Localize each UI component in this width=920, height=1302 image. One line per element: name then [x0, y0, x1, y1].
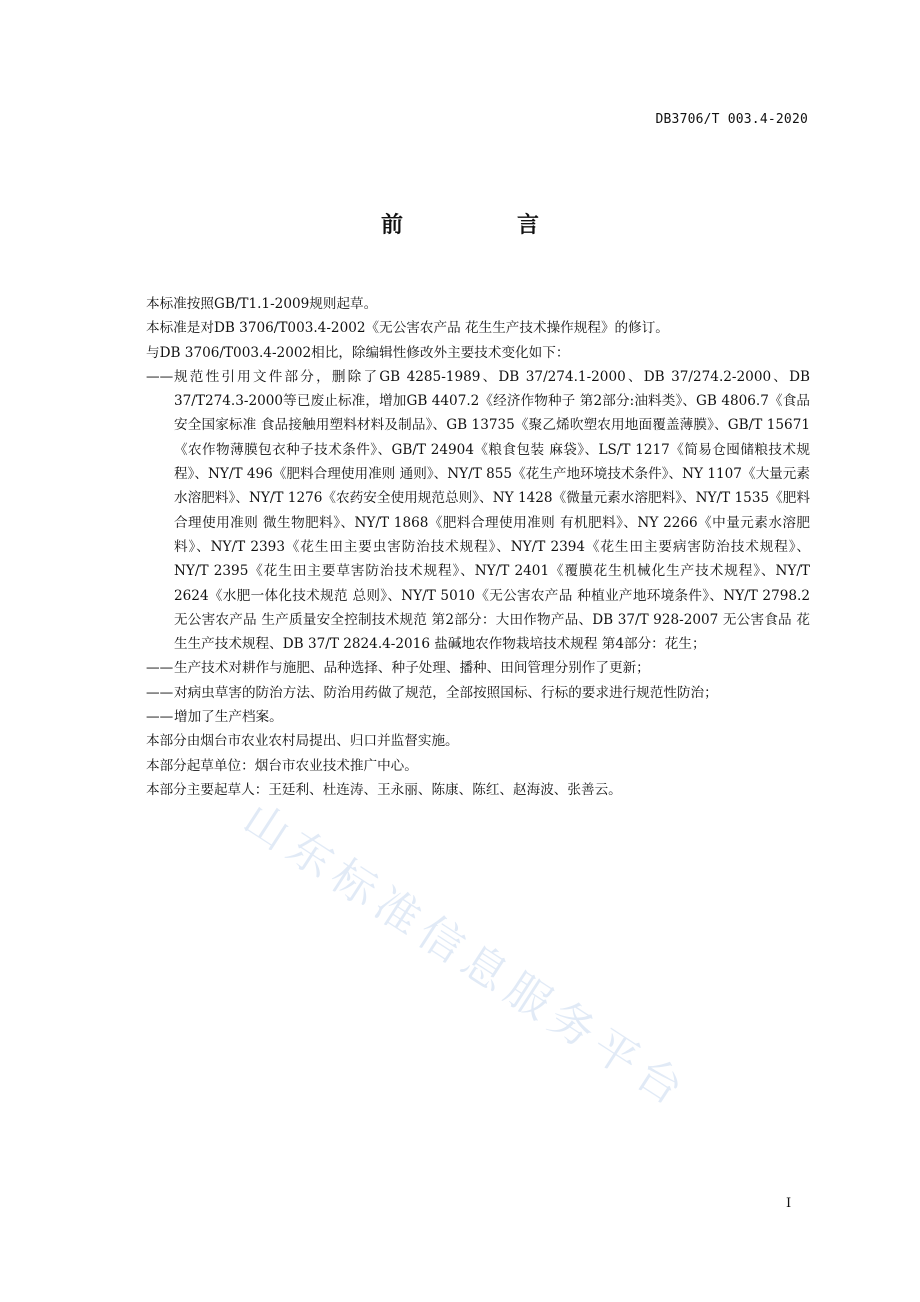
list-dash: —— [146, 709, 174, 726]
drafting-unit-paragraph: 本部分起草单位：烟台市农业技术推广中心。 [146, 757, 418, 774]
change-item-text: 增加了生产档案。 [174, 709, 283, 726]
change-item-production-tech [146, 656, 810, 680]
change-item-text: 规范性引用文件部分，删除了GB 4285-1989、DB 37/274.1-2000、DB 37/274.2-2000、DB 37/T274.3-2000等已废止标准，增加GB 4407.2《经济作物种子 第2部分:油料类》、GB 4806.7《食品安全国家标准 食品接触用塑料材料及制品》、GB 13735《聚乙烯吹塑农用地面覆盖薄膜》、GB/T 15671《农作物薄膜包衣种子技术条件》、GB/T 24904《粮食包装 麻袋》、LS/T 1217《简易仓囤储粮技术规程》、NY/T 496《肥料合理使用准则 通则》、NY/T 855《花生产地环境技术条件》、NY 1107《大量元素水溶肥料》、NY/T 1276《农药安全使用规范总则》、NY 1428《微量元素水溶肥料》、NY/T 1535《肥料合理使用准则 微生物肥料》、NY/T 1868《肥料合理使用准则 有机肥料》、NY 2266《中量元素水溶肥料》、NY/T 2393《花生田主要虫害防治技术规程》、NY/T 2394《花生田主要病害防治技术规程》、NY/T 2395《花生田主要草害防治技术规程》、NY/T 2401《覆膜花生机械化生产技术规程》、NY/T 2624《水肥一体化技术规范 总则》、NY/T 5010《无公害农产品 种植业产地环境条件》、NY/T 2798.2 无公害农产品 生产质量安全控制技术规范 第2部分：大田作物产品、DB 37/T 928-2007 无公害食品 花生生产技术规程、DB 37/T 2824.4-2016 盐碱地农作物栽培技术规程 第4部分：花生； [174, 368, 810, 653]
page-number: I [786, 1196, 792, 1211]
changes-intro-paragraph: 与DB 3706/T003.4-2002相比，除编辑性修改外主要技术变化如下： [146, 344, 570, 361]
list-dash: —— [146, 684, 174, 701]
document-code: DB3706/T 003.4-2020 [655, 112, 808, 127]
change-item-text: 生产技术对耕作与施肥、品种选择、种子处理、播种、田间管理分别作了更新； [174, 660, 650, 677]
change-item-text: 对病虫草害的防治方法、防治用药做了规范，全部按照国标、行标的要求进行规范性防治； [174, 684, 718, 701]
drafters-paragraph: 本部分主要起草人：王廷利、杜连涛、王永丽、陈康、陈红、赵海波、张善云。 [146, 781, 622, 798]
page-title: 前 言 [380, 213, 585, 238]
watermark: 山东标准信息服务平台 [234, 793, 699, 1120]
change-item-references [146, 365, 810, 657]
list-dash: —— [146, 368, 174, 385]
proposer-paragraph: 本部分由烟台市农业农村局提出、归口并监督实施。 [146, 733, 459, 750]
revision-paragraph: 本标准是对DB 3706/T003.4-2002《无公害农产品 花生生产技术操作规程》的修订。 [146, 320, 669, 337]
change-item-records [146, 705, 810, 729]
drafting-rule-paragraph: 本标准按照GB/T1.1-2009规则起草。 [146, 296, 378, 312]
document-body [146, 292, 810, 802]
list-dash: —— [146, 660, 174, 677]
change-item-pest-control [146, 681, 810, 705]
